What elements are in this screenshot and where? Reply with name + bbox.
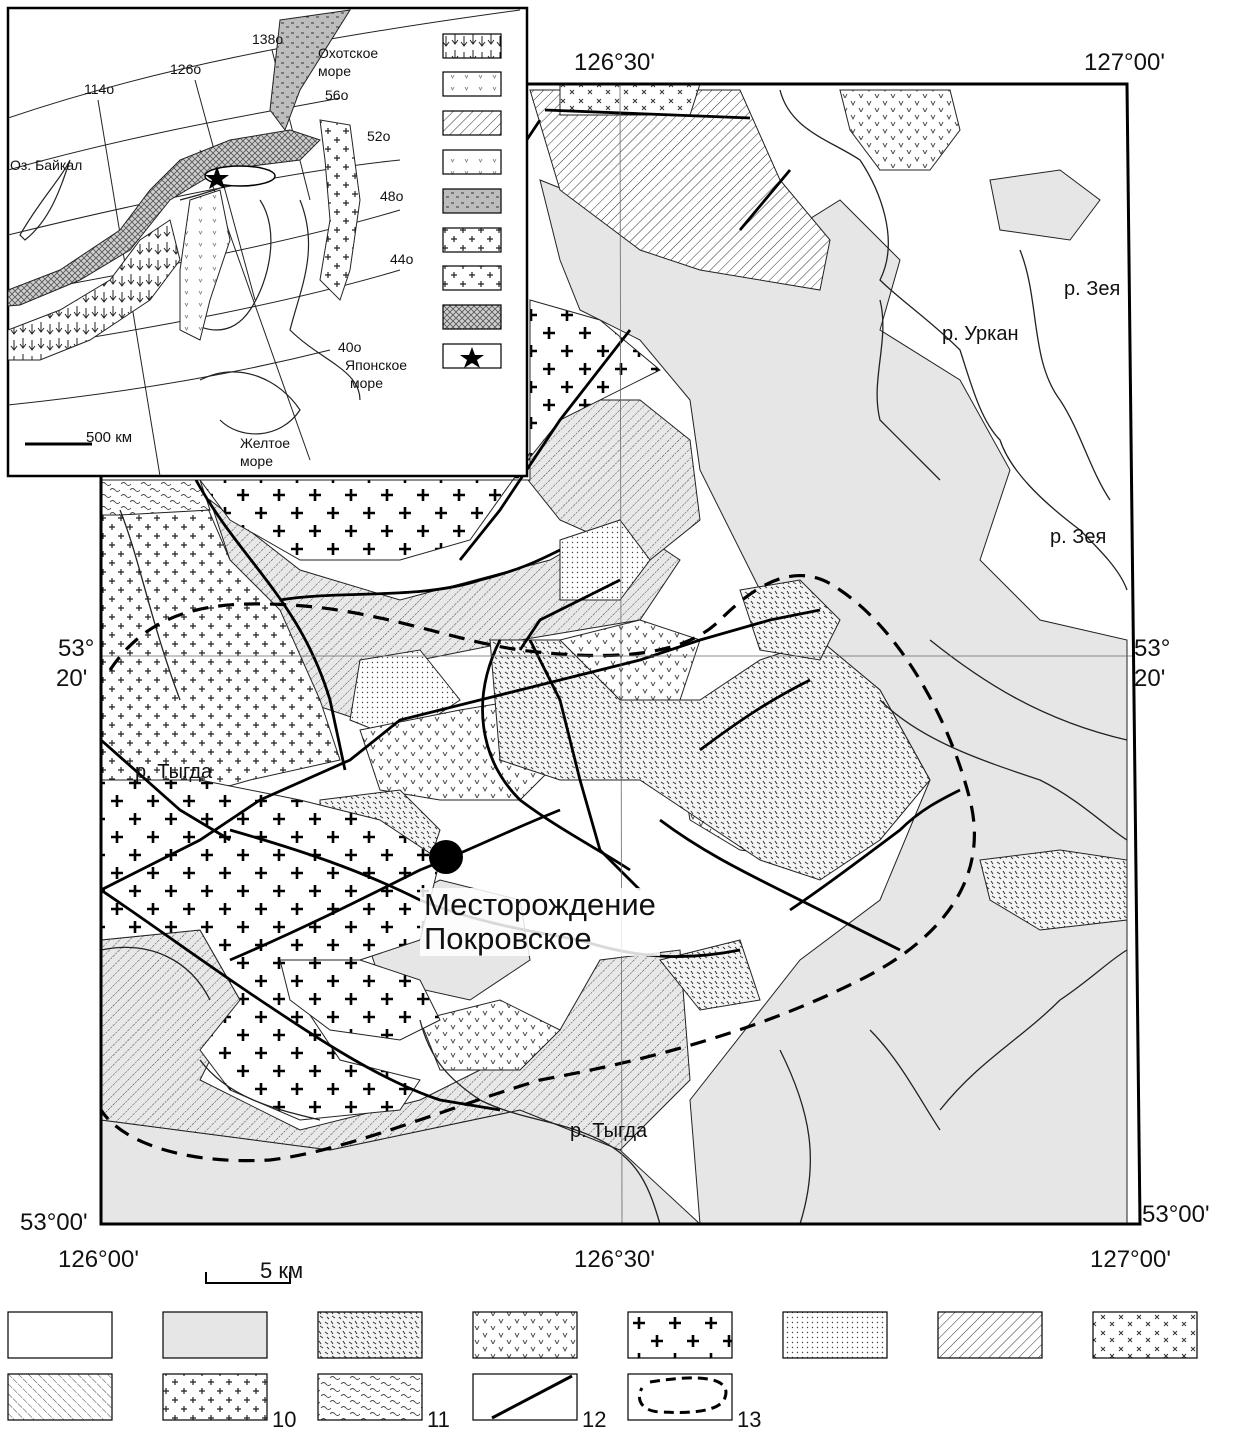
- inset-lat-label: 48о: [380, 188, 404, 204]
- lat-label-left-min: 20': [56, 665, 88, 692]
- lon-label-bottom-mid: 126°30': [574, 1246, 655, 1273]
- legend-number-12: 12: [582, 1407, 607, 1432]
- inset-sea-label: Желтое: [240, 435, 291, 451]
- legend-swatch-8: [1093, 1312, 1197, 1358]
- inset-lat-label: 52о: [367, 128, 391, 144]
- legend-swatch-1: [8, 1312, 112, 1358]
- legend-swatch-4: [473, 1312, 577, 1358]
- lon-label-bottom-left: 126°00': [58, 1246, 139, 1273]
- legend-number-10: 10: [272, 1407, 297, 1432]
- inset-legend: [443, 34, 501, 368]
- inset-sea-label: море: [240, 453, 273, 469]
- lon-label-top-right: 127°00': [1084, 49, 1165, 76]
- lon-label-bottom-right: 127°00': [1090, 1246, 1171, 1273]
- lat-label-right-min: 20': [1134, 665, 1166, 692]
- deposit-label-line1: Месторождение: [424, 887, 656, 922]
- legend-number-11: 11: [427, 1407, 450, 1432]
- river-label-tygda: р. Тыгда: [570, 1120, 648, 1142]
- inset-legend-swatch: [443, 305, 501, 329]
- inset-sea-label: Японское: [345, 357, 408, 373]
- deposit-label: [420, 888, 660, 956]
- legend-swatch-10: [163, 1374, 267, 1420]
- inset-legend-swatch: [443, 34, 501, 58]
- legend-swatch-2: [163, 1312, 267, 1358]
- inset-location-map: [8, 8, 527, 476]
- inset-legend-swatch: [443, 266, 501, 290]
- deposit-label-line2: Покровское: [424, 921, 592, 956]
- inset-sea-label: море: [350, 375, 383, 391]
- river-label-urkan: р. Уркан: [942, 323, 1019, 345]
- inset-lat-label: 44о: [390, 251, 414, 267]
- lat-label-right-deg: 53°: [1134, 635, 1171, 662]
- legend-swatch-6: [783, 1312, 887, 1358]
- deposit-marker: [429, 840, 463, 874]
- inset-lon-label: 126о: [170, 61, 202, 77]
- inset-sea-label: море: [318, 63, 351, 79]
- inset-legend-swatch: [443, 189, 501, 213]
- inset-legend-swatch: [443, 150, 501, 174]
- river-label-tygda: р. Тыгда: [135, 761, 213, 783]
- inset-lat-label: 56о: [325, 87, 349, 103]
- map-legend: [8, 1312, 1197, 1420]
- inset-lat-label: 40о: [338, 339, 362, 355]
- inset-lake-label: Оз. Байкал: [10, 157, 83, 173]
- unit-11-area: [101, 480, 210, 515]
- inset-scale-label: 500 км: [86, 429, 133, 446]
- inset-legend-swatch: [443, 72, 501, 96]
- river-label-zeya: р. Зея: [1064, 278, 1121, 300]
- legend-swatch-5: [628, 1312, 732, 1358]
- scale-bar: [206, 1258, 303, 1283]
- legend-swatch-3: [318, 1312, 422, 1358]
- lon-label-top-mid: 126°30': [574, 49, 655, 76]
- inset-legend-swatch: [443, 228, 501, 252]
- river-label-zeya: р. Зея: [1050, 526, 1107, 548]
- legend-swatch-11: [318, 1374, 422, 1420]
- legend-swatch-9: [8, 1374, 112, 1420]
- lat-label-bottom-right: 53°00': [1142, 1201, 1210, 1228]
- inset-lon-label: 138о: [252, 31, 284, 47]
- lat-label-left-deg: 53°: [58, 635, 95, 662]
- inset-lon-label: 114о: [84, 81, 115, 97]
- lat-label-bottom-left: 53°00': [20, 1209, 88, 1236]
- legend-swatch-7: [938, 1312, 1042, 1358]
- legend-number-13: 13: [737, 1407, 762, 1432]
- scale-bar-label: 5 км: [260, 1258, 304, 1283]
- inset-legend-swatch: [443, 111, 501, 135]
- inset-sea-label: Охотское: [318, 45, 379, 61]
